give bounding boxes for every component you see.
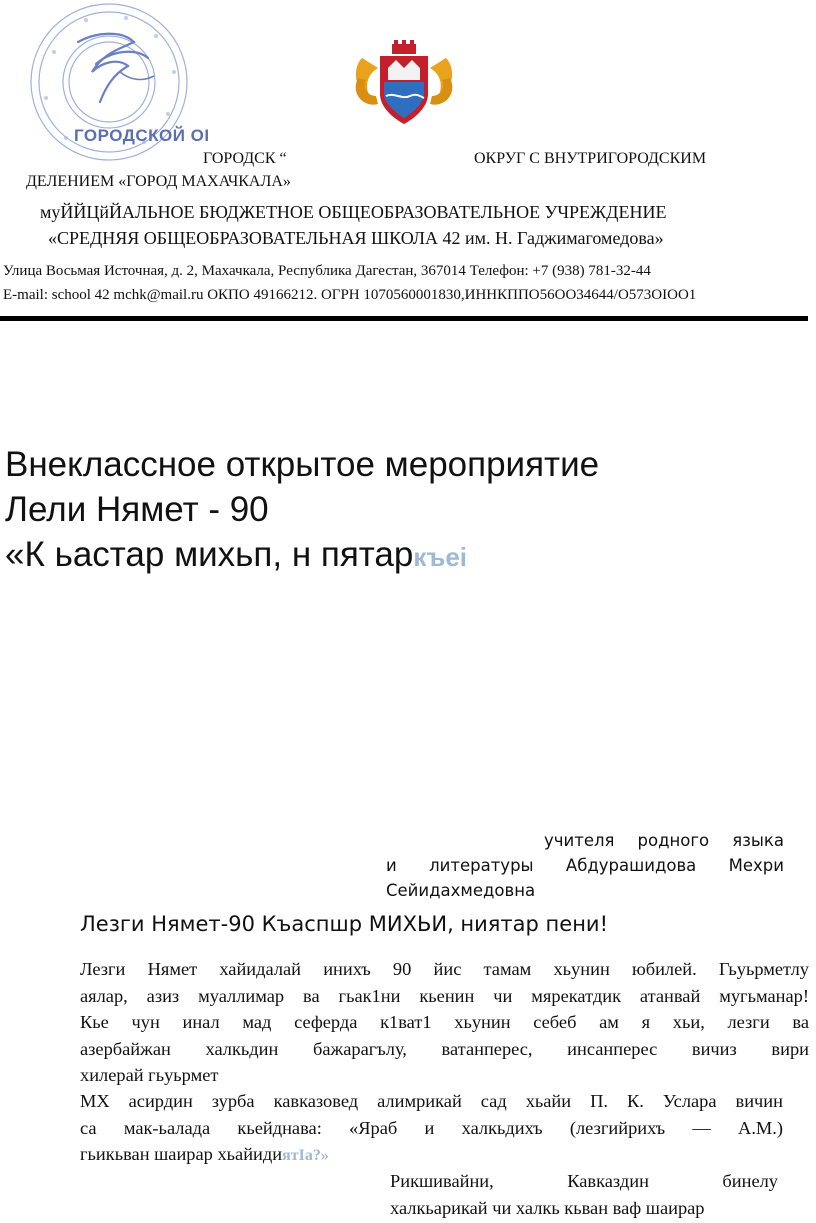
coat-of-arms-emblem	[348, 38, 460, 130]
paragraph-2-line2: са мак-ьалада кьейднава: «Яраб и халкьдихъ (лезгийрихъ — А.М.)	[80, 1117, 783, 1138]
paragraph-2-line3-text: гьикьван шаирар хьайиди	[80, 1144, 283, 1164]
author-line2: и литературы Абдурашидова Мехри	[386, 856, 784, 875]
school-email-line: E-mail: school 42 mchk@mail.ru ОКПО 49166212. ОГРН 1070560001830,ИННКППО56ОО34644/О573ОІОО1	[3, 287, 697, 303]
title-line1: Внеклассное открытое мероприятие	[5, 445, 600, 484]
paragraph-1	[80, 956, 809, 1089]
title-line3	[5, 532, 599, 580]
school-address: Улица Восьмая Источная, д. 2, Махачкала, Республика Дагестан, 367014 Телефон: +7 (938) 781-32-44	[3, 263, 651, 279]
paragraph-2-line3-fragment: ятІа?»	[282, 1147, 329, 1164]
school-name-line2: «СРЕДНЯЯ ОБЩЕОБРАЗОВАТЕЛЬНАЯ ШКОЛА 42 им. Н. Гаджимагомедова»	[48, 228, 664, 248]
paragraph-1-line: хилерай гьуьрмет	[80, 1065, 219, 1085]
stamp-text: ГОРОДСКОЙ ОІ	[74, 126, 210, 145]
paragraph-2-line3	[80, 1141, 783, 1170]
header-line1-left: ГОРОДСК “	[203, 150, 287, 167]
author-line3: Сейидахмедовна	[386, 881, 536, 900]
title-line2: Лели Нямет - 90	[5, 490, 269, 529]
section-heading: Лезги Нямет-90 Къаспшр МИХЬИ, ниятар пени!	[80, 912, 608, 936]
paragraph-1-line: аялар, азиз муаллимар ва гьак1ни кьенин чи мярекатдик атанвай мугьманар!	[80, 985, 809, 1006]
paragraph-2	[80, 1088, 783, 1170]
title-line3-text: «К ьастар михьп, н пятар	[5, 535, 414, 574]
paragraph-1-line: Лезги Нямет хайидалай инихъ 90 йис тамам хьунин юбилей. Гьуьрметлу	[80, 959, 809, 979]
header-line2: ДЕЛЕНИЕМ «ГОРОД МАХАЧКАЛА»	[26, 173, 291, 190]
paragraph-3-line1: Рикшивайни, Кавказдин бинелу	[390, 1171, 778, 1191]
paragraph-1-line: азербайжан халкьдин бажарагълу, ватанперес, инсанперес вичиз вири	[80, 1038, 809, 1059]
title-line3-fragment: къеі	[413, 542, 468, 572]
paragraph-3-line2: халкьарикай чи халкь кьван ваф шаирар	[390, 1197, 705, 1218]
header-divider	[0, 316, 808, 321]
author-block	[386, 828, 784, 903]
paragraph-2-line1: МХ асирдин зурба кавказовед алимрикай сад хьайи П. К. Услара вичин	[80, 1091, 783, 1111]
header-line1-right: ОКРУГ С ВНУТРИГОРОДСКИМ	[474, 150, 707, 167]
paragraph-3	[390, 1168, 778, 1221]
school-name-line1: муЙЙЦйЙАЛЬНОЕ БЮДЖЕТНОЕ ОБЩЕОБРАЗОВАТЕЛЬНОЕ УЧРЕЖДЕНИЕ	[40, 202, 667, 222]
author-line1: учителя родного языка	[544, 831, 784, 850]
paragraph-1-line: Кье чун инал мад сеферда к1ват1 хьунин себеб ам я хьи, лезги ва	[80, 1012, 809, 1032]
document-title	[5, 442, 599, 580]
